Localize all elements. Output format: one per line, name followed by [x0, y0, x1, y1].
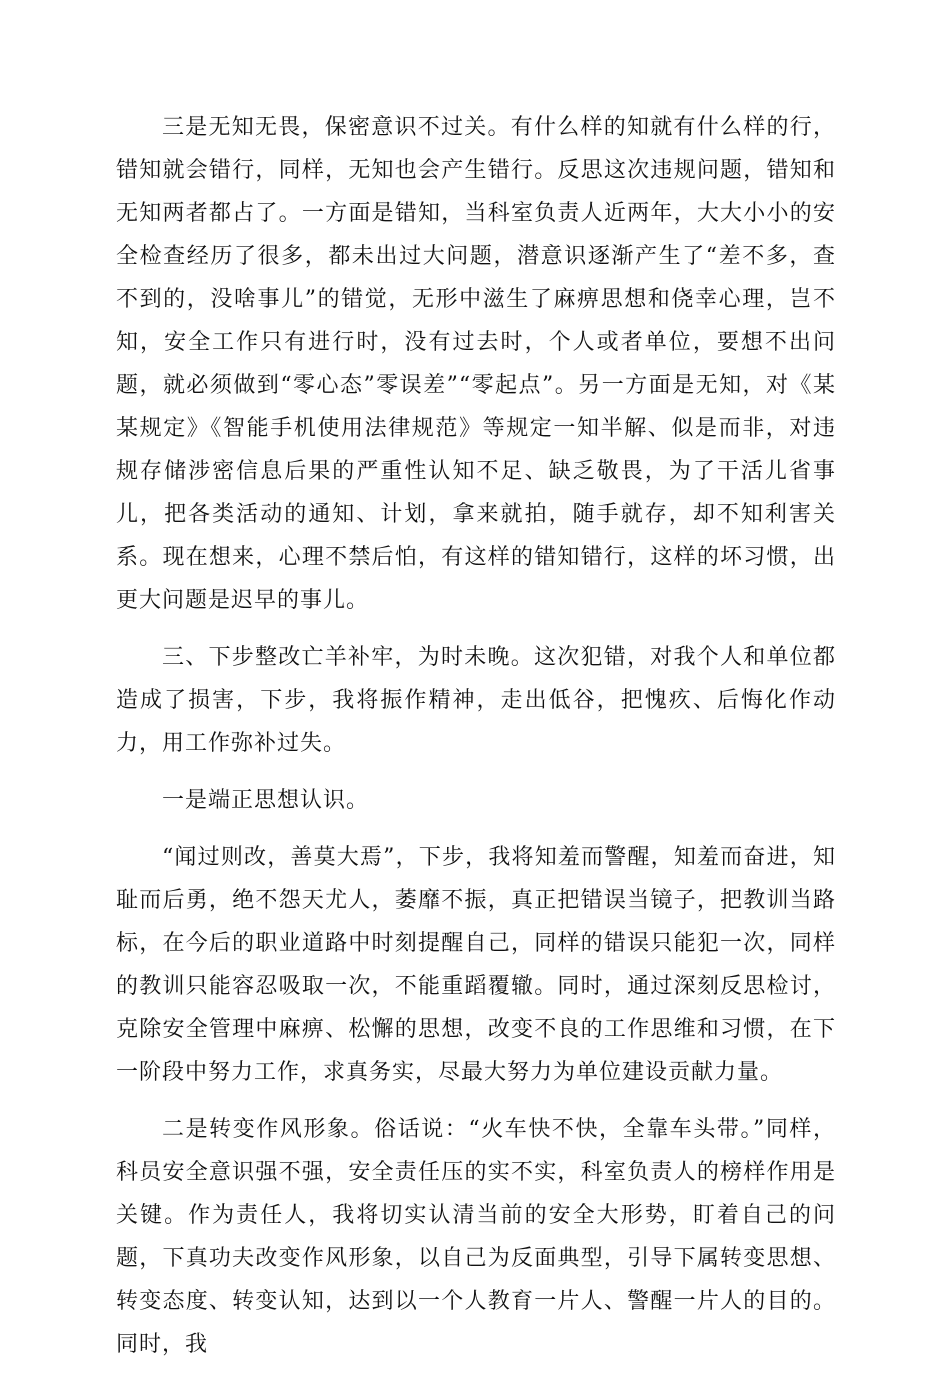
document-body [116, 106, 836, 1380]
paragraph-rectification-heading: 三、下步整改亡羊补牢，为时未晚。这次犯错，对我个人和单位都造成了损害，下步，我将振作精神，走出低谷，把愧疚、后悔化作动力，用工作弥补过失。 [116, 645, 836, 756]
paragraph-change-style: 二是转变作风形象。俗话说：“火车快不快，全靠车头带。”同样，科员安全意识强不强，安全责任压的实不实，科室负责人的榜样作用是关键。作为责任人，我将切实认清当前的安全大形势，盯着自己的问题，下真功夫改变作风形象，以自己为反面典型，引导下属转变思想、转变态度、转变认知，达到以一个人教育一片人、警醒一片人的目的。同时，我 [116, 1117, 836, 1357]
paragraph-correct-thinking-heading: 一是端正思想认识。 [162, 788, 370, 813]
paragraph-no-fear-ignorance: 三是无知无畏，保密意识不过关。有什么样的知就有什么样的行，错知就会错行，同样，无知也会产生错行。反思这次违规问题，错知和无知两者都占了。一方面是错知，当科室负责人近两年，大大小小的安全检查经历了很多，都未出过大问题，潜意识逐渐产生了“差不多，查不到的，没啥事儿”的错觉，无形中滋生了麻痹思想和侥幸心理，岂不知，安全工作只有进行时，没有过去时，个人或者单位，要想不出问题，就必须做到“零心态”零误差”“零起点”。另一方面是无知，对《某某规定》《智能手机使用法律规范》等规定一知半解、似是而非，对违规存储涉密信息后果的严重性认知不足、缺乏敬畏，为了干活儿省事儿，把各类活动的通知、计划，拿来就拍，随手就存，却不知利害关系。现在想来，心理不禁后怕，有这样的错知错行，这样的坏习惯，出更大问题是迟早的事儿。 [116, 115, 836, 613]
paragraph-correct-thinking-body: “闻过则改，善莫大焉”，下步，我将知羞而警醒，知羞而奋进，知耻而后勇，绝不怨天尤人，萎靡不振，真正把错误当镜子，把教训当路标，在今后的职业道路中时刻提醒自己，同样的错误只能犯一次，同样的教训只能容忍吸取一次，不能重蹈覆辙。同时，通过深刻反思检讨，克除安全管理中麻痹、松懈的思想，改变不良的工作思维和习惯，在下一阶段中努力工作，求真务实，尽最大努力为单位建设贡献力量。 [116, 845, 836, 1085]
